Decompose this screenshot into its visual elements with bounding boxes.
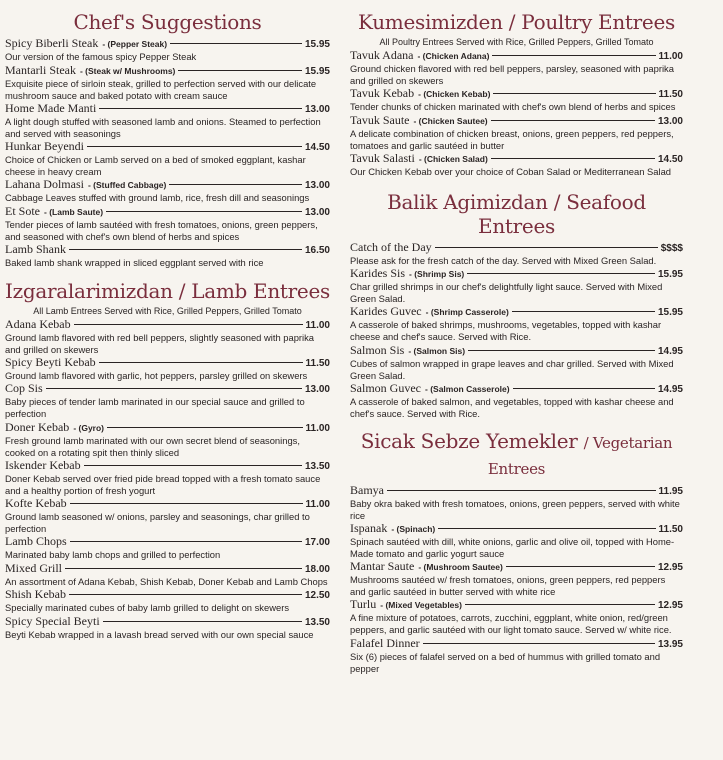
leader-line bbox=[70, 541, 302, 542]
menu-item-description: Baked lamb shank wrapped in sliced eggplant served with rice bbox=[5, 256, 264, 269]
menu-item bbox=[350, 267, 683, 304]
menu-item-row bbox=[350, 484, 683, 498]
menu-item-row bbox=[5, 382, 330, 396]
menu-item-row bbox=[350, 152, 683, 166]
menu-item-description: Fresh ground lamb marinated with our own secret blend of seasonings, cooked on a rotating spit then thinly sliced bbox=[5, 434, 300, 458]
menu-item-note: - (Spinach) bbox=[391, 524, 436, 535]
menu-item-description: Mushrooms sautéed w/ fresh tomatoes, onions, green peppers, red peppers and garlic sautéed in butter served with white rice bbox=[350, 574, 666, 598]
leader-line bbox=[513, 388, 655, 389]
menu-item-name: Shish Kebab bbox=[5, 587, 66, 602]
menu-item-note: - (Chicken Salad) bbox=[418, 153, 488, 164]
menu-item-row bbox=[350, 49, 683, 63]
menu-item bbox=[5, 535, 330, 561]
leader-line bbox=[70, 503, 303, 504]
menu-item-price: 12.95 bbox=[657, 600, 683, 612]
menu-item-name: Iskender Kebab bbox=[5, 457, 81, 472]
menu-item-row bbox=[5, 178, 330, 192]
menu-item-note: - (Chicken Sautee) bbox=[413, 115, 488, 126]
menu-item-description: Beyti Kebab wrapped in a lavash bread served with our own special sauce bbox=[5, 628, 314, 640]
menu-item-name: Mantarli Steak bbox=[5, 62, 76, 77]
leader-line bbox=[491, 158, 655, 159]
menu-item-description: A casserole of baked shrimps, mushrooms, vegetables, topped with kashar cheese and chef's sauce. Served with Rice. bbox=[350, 319, 662, 343]
menu-item-price: 11.00 bbox=[305, 498, 330, 510]
menu-item bbox=[5, 140, 330, 177]
menu-item bbox=[5, 243, 330, 269]
menu-item-price: 14.95 bbox=[657, 383, 683, 395]
seafood-heading: Balik Agimizdan / Seafood Entrees bbox=[387, 189, 646, 238]
leader-line bbox=[99, 108, 302, 109]
menu-item-name: Mantar Saute bbox=[350, 559, 415, 574]
menu-item-description: Baby okra baked with fresh tomatoes, onions, green peppers, served with white rice bbox=[350, 497, 680, 521]
menu-item-note: - (Salmon Casserole) bbox=[425, 383, 510, 394]
menu-item-name: Ispanak bbox=[350, 521, 388, 536]
menu-item-price: 15.95 bbox=[304, 65, 330, 77]
menu-item-description: Please ask for the fresh catch of the day. Served with Mixed Green Salad. bbox=[350, 254, 657, 266]
menu-item-price: 15.95 bbox=[657, 269, 683, 281]
menu-item-price: 11.00 bbox=[305, 319, 330, 331]
menu-item-name: Karides Sis bbox=[350, 266, 405, 281]
menu-item-price: 13.00 bbox=[304, 180, 330, 192]
menu-item-note: - (Lamb Saute) bbox=[44, 206, 104, 217]
leader-line bbox=[465, 604, 655, 605]
menu-item bbox=[5, 178, 330, 204]
menu-item-price: 13.95 bbox=[657, 638, 683, 650]
menu-item-name: Spicy Special Beyti bbox=[5, 613, 100, 628]
menu-item bbox=[5, 64, 330, 101]
menu-item-row bbox=[5, 37, 330, 51]
seafood-list bbox=[350, 241, 683, 419]
menu-item-description: Our version of the famous spicy Pepper Steak bbox=[5, 50, 197, 63]
leader-line bbox=[512, 311, 655, 312]
menu-item-description: Spinach sautéed with dill, white onions, garlic and olive oil, topped with Home-Made tomato and garlic yogurt sauce bbox=[350, 535, 675, 559]
menu-item-row bbox=[5, 356, 330, 370]
menu-item-description: A delicate combination of chicken breast, onions, green peppers, red peppers, tomatoes and garlic sautéed in butter bbox=[350, 127, 674, 151]
leader-line bbox=[69, 249, 302, 250]
menu-item-name: Adana Kebab bbox=[5, 316, 71, 331]
menu-item-name: Salmon Sis bbox=[350, 342, 405, 357]
veg-title: Sicak Sebze Yemekler bbox=[360, 428, 578, 453]
menu-item-price: 15.95 bbox=[657, 307, 683, 319]
menu-item-name: Tavuk Saute bbox=[350, 112, 410, 127]
menu-item bbox=[350, 87, 683, 113]
menu-item-name: Et Sote bbox=[5, 203, 40, 218]
leader-line bbox=[387, 490, 656, 491]
menu-item-price: 17.00 bbox=[304, 537, 330, 549]
menu-item bbox=[350, 344, 683, 381]
menu-item-name: Hunkar Beyendi bbox=[5, 138, 84, 153]
menu-item-name: Falafel Dinner bbox=[350, 635, 420, 650]
poultry-heading: Kumesimizden / Poultry Entrees bbox=[358, 10, 675, 34]
menu-item-description: Ground lamb flavored with garlic, hot peppers, parsley grilled on skewers bbox=[5, 369, 308, 381]
menu-item-name: Bamya bbox=[350, 482, 384, 497]
leader-line bbox=[170, 43, 302, 44]
menu-item-note: - (Shrimp Sis) bbox=[409, 269, 465, 280]
menu-item-price: 13.00 bbox=[304, 206, 330, 218]
menu-item-price: 11.50 bbox=[658, 89, 683, 101]
lamb-heading: Izgaralarimizdan / Lamb Entrees bbox=[5, 278, 330, 303]
menu-item-name: Home Made Manti bbox=[5, 100, 97, 115]
menu-item-row bbox=[5, 243, 330, 257]
menu-item bbox=[350, 598, 683, 635]
menu-item-description: Char grilled shrimps in our chef's delightfully light sauce. Served with Mixed Green Salad. bbox=[350, 280, 663, 304]
menu-item-row bbox=[5, 562, 330, 576]
poultry-subtitle: All Poultry Entrees Served with Rice, Grilled Peppers, Grilled Tomato bbox=[379, 37, 654, 47]
menu-item-note: - (Stuffed Cabbage) bbox=[87, 180, 167, 191]
menu-item-row bbox=[5, 102, 330, 116]
menu-item bbox=[5, 37, 330, 63]
menu-item-name: Tavuk Kebab bbox=[350, 86, 415, 101]
lamb-subtitle: All Lamb Entrees Served with Rice, Grilled Peppers, Grilled Tomato bbox=[33, 305, 302, 316]
menu-item-name: Spicy Beyti Kebab bbox=[5, 354, 96, 369]
menu-item-name: Lamb Shank bbox=[5, 241, 66, 256]
menu-item-price: 11.95 bbox=[658, 485, 683, 497]
menu-item-description: Doner Kebab served over fried pide bread topped with a fresh tomato sauce and a healthy portion of fresh yogurt bbox=[5, 472, 321, 496]
menu-item-row bbox=[5, 497, 330, 511]
menu-item bbox=[5, 356, 330, 382]
menu-item-name: Lamb Chops bbox=[5, 534, 67, 549]
chefs-list bbox=[5, 37, 330, 269]
chefs-heading: Chef's Suggestions bbox=[73, 10, 262, 34]
leader-line bbox=[506, 566, 655, 567]
menu-item-price: 16.50 bbox=[304, 244, 330, 256]
menu-item bbox=[350, 152, 683, 178]
menu-item-name: Catch of the Day bbox=[350, 239, 432, 254]
menu-item-row bbox=[350, 382, 683, 396]
menu-item-note: - (Pepper Steak) bbox=[102, 39, 168, 49]
menu-item-price: 14.50 bbox=[657, 153, 683, 165]
menu-item-description: Tender pieces of lamb sautéed with fresh tomatoes, onions, green peppers, and seasoned with chef's own blend of herbs and spices bbox=[5, 218, 318, 242]
leader-line bbox=[169, 184, 302, 185]
leader-line bbox=[468, 350, 655, 351]
menu-item-row bbox=[5, 535, 330, 549]
menu-item-name: Cop Sis bbox=[5, 381, 43, 396]
menu-item-price: 11.50 bbox=[658, 524, 683, 536]
menu-item-row bbox=[5, 459, 330, 473]
menu-item bbox=[5, 459, 330, 496]
menu-item-description: Tender chunks of chicken marinated with chef's own blend of herbs and spices bbox=[350, 101, 676, 113]
menu-item-name: Kofte Kebab bbox=[5, 495, 67, 510]
menu-item-description: An assortment of Adana Kebab, Shish Kebab, Doner Kebab and Lamb Chops bbox=[5, 575, 328, 587]
menu-item-description: Cabbage Leaves stuffed with ground lamb, rice, fresh dill and seasonings bbox=[5, 192, 310, 204]
veg-heading bbox=[350, 429, 683, 481]
menu-item-row bbox=[350, 241, 683, 255]
leader-line bbox=[46, 388, 302, 389]
menu-item-price: 13.00 bbox=[657, 115, 683, 127]
menu-item-price: 13.50 bbox=[304, 616, 330, 628]
leader-line bbox=[491, 120, 655, 121]
menu-item bbox=[5, 497, 330, 534]
menu-item-price: 13.00 bbox=[304, 103, 330, 115]
leader-line bbox=[435, 247, 658, 248]
menu-item-name: Tavuk Adana bbox=[350, 48, 414, 62]
menu-item bbox=[5, 205, 330, 242]
menu-item bbox=[350, 560, 683, 597]
menu-item-price: 11.50 bbox=[305, 357, 330, 369]
menu-item-price: 11.00 bbox=[658, 51, 683, 62]
menu-item-row bbox=[350, 560, 683, 574]
menu-item bbox=[350, 484, 683, 521]
menu-item-price: 13.00 bbox=[304, 384, 330, 396]
menu-item-description: Marinated baby lamb chops and grilled to perfection bbox=[5, 548, 221, 561]
menu-item bbox=[350, 522, 683, 559]
leader-line bbox=[99, 362, 303, 363]
menu-item-price: 12.50 bbox=[304, 590, 330, 602]
menu-item-note: - (Mixed Vegetables) bbox=[380, 600, 462, 611]
menu-item-row bbox=[5, 205, 330, 219]
menu-item-row bbox=[350, 267, 683, 281]
menu-item-description: Ground chicken flavored with red bell peppers, parsley, seasoned with paprika and grilled on skewers bbox=[350, 62, 674, 86]
menu-item-name: Tavuk Salasti bbox=[350, 150, 415, 165]
menu-item-name: Mixed Grill bbox=[5, 560, 62, 575]
menu-item-note: - (Mushroom Sautee) bbox=[418, 562, 503, 573]
menu-item bbox=[5, 421, 330, 458]
left-column bbox=[5, 6, 330, 641]
menu-item-description: Baby pieces of tender lamb marinated in our special sauce and grilled to perfection bbox=[5, 396, 305, 420]
menu-item-price: 13.50 bbox=[304, 460, 330, 472]
menu-item-name: Turlu bbox=[350, 597, 377, 612]
menu-item-row bbox=[5, 140, 330, 154]
leader-line bbox=[492, 55, 655, 56]
leader-line bbox=[467, 273, 655, 274]
right-column bbox=[350, 6, 683, 675]
menu-item bbox=[350, 241, 683, 267]
menu-item-name: Lahana Dolmasi bbox=[5, 177, 84, 192]
menu-item bbox=[5, 102, 330, 139]
menu-item-note: - (Shrimp Casserole) bbox=[425, 307, 509, 318]
leader-line bbox=[178, 70, 302, 71]
menu-item-price: 14.95 bbox=[657, 345, 683, 357]
menu-item bbox=[350, 382, 683, 419]
menu-item-row bbox=[5, 421, 330, 435]
menu-item bbox=[5, 318, 330, 355]
menu-item bbox=[350, 49, 683, 86]
menu-item bbox=[5, 588, 330, 614]
menu-item-note: - (Steak w/ Mushrooms) bbox=[79, 65, 176, 76]
menu-item-description: Specially marinated cubes of baby lamb grilled to delight on skewers bbox=[5, 602, 290, 614]
menu-item-row bbox=[350, 87, 683, 101]
menu-item bbox=[350, 114, 683, 151]
menu-item-price: 11.00 bbox=[305, 422, 330, 434]
menu-item-price: 14.50 bbox=[304, 141, 330, 153]
menu-item-note: - (Chicken Adana) bbox=[417, 51, 490, 61]
poultry-list bbox=[350, 49, 683, 178]
menu-item-name: Doner Kebab bbox=[5, 419, 70, 434]
menu-item-row bbox=[350, 344, 683, 358]
menu-item-row bbox=[350, 637, 683, 651]
menu-item bbox=[5, 615, 330, 641]
menu-item-row bbox=[5, 588, 330, 602]
menu-item-row bbox=[5, 318, 330, 332]
menu-item-row bbox=[350, 522, 683, 536]
menu-item-price: 15.95 bbox=[304, 39, 330, 50]
menu-item-note: - (Chicken Kebab) bbox=[418, 89, 491, 100]
menu-item-description: Cubes of salmon wrapped in grape leaves and char grilled. Served with Mixed Green Salad. bbox=[350, 357, 674, 381]
leader-line bbox=[493, 93, 655, 94]
menu-item-description: Six (6) pieces of falafel served on a bed of hummus with grilled tomato and pepper bbox=[350, 650, 661, 674]
menu-item bbox=[5, 562, 330, 588]
menu-item bbox=[5, 382, 330, 419]
veg-title-suffix: / Vegetarian Entrees bbox=[487, 433, 673, 478]
menu-item-description: Ground lamb flavored with red bell peppers, slightly seasoned with paprika and grilled on skewers bbox=[5, 331, 315, 355]
menu-item-description: Our Chicken Kebab over your choice of Coban Salad or Mediterranean Salad bbox=[350, 165, 672, 178]
menu-item-row bbox=[5, 615, 330, 629]
menu-item-name: Karides Guvec bbox=[350, 304, 422, 319]
leader-line bbox=[69, 594, 302, 595]
menu-item-note: - (Salmon Sis) bbox=[408, 345, 466, 356]
menu-item-row bbox=[5, 64, 330, 78]
menu-item-price: $$$$ bbox=[660, 242, 683, 254]
menu-item bbox=[350, 305, 683, 342]
menu-item-description: A casserole of baked salmon, and vegetables, topped with kashar cheese and chef's sauce. Served with Rice. bbox=[350, 395, 674, 419]
menu-item-description: Choice of Chicken or Lamb served on a bed of smoked eggplant, kashar cheese in heavy cream bbox=[5, 153, 306, 177]
leader-line bbox=[423, 643, 655, 644]
leader-line bbox=[106, 211, 302, 212]
menu-item-row bbox=[350, 114, 683, 128]
leader-line bbox=[107, 427, 303, 428]
menu-item-name: Spicy Biberli Steak bbox=[5, 36, 99, 50]
menu-item-note: - (Gyro) bbox=[73, 422, 105, 433]
menu-item-price: 12.95 bbox=[657, 562, 683, 574]
menu-item-description: A light dough stuffed with seasoned lamb and onions. Steamed to perfection and served with seasonings bbox=[5, 115, 321, 139]
leader-line bbox=[84, 465, 302, 466]
menu-item-name: Salmon Guvec bbox=[350, 380, 421, 395]
lamb-list bbox=[5, 318, 330, 641]
leader-line bbox=[74, 324, 303, 325]
leader-line bbox=[103, 621, 302, 622]
menu-item-description: A fine mixture of potatoes, carrots, zucchini, eggplant, white onion, red/green peppers, and garlic sautéed with our light tomato sauce. Served w/ white rice. bbox=[350, 612, 672, 636]
menu-item-row bbox=[350, 598, 683, 612]
veg-list bbox=[350, 484, 683, 674]
leader-line bbox=[65, 568, 302, 569]
leader-line bbox=[87, 146, 302, 147]
menu-item-price: 18.00 bbox=[304, 563, 330, 575]
leader-line bbox=[438, 528, 655, 529]
menu-item-description: Ground lamb seasoned w/ onions, parsley and seasonings, char grilled to perfection bbox=[5, 510, 310, 534]
menu-item-description: Exquisite piece of sirloin steak, grilled to perfection served with our delicate mushroom sauce and baked potato with cream sauce bbox=[5, 77, 317, 101]
menu-item bbox=[350, 637, 683, 674]
menu-item-row bbox=[350, 305, 683, 319]
